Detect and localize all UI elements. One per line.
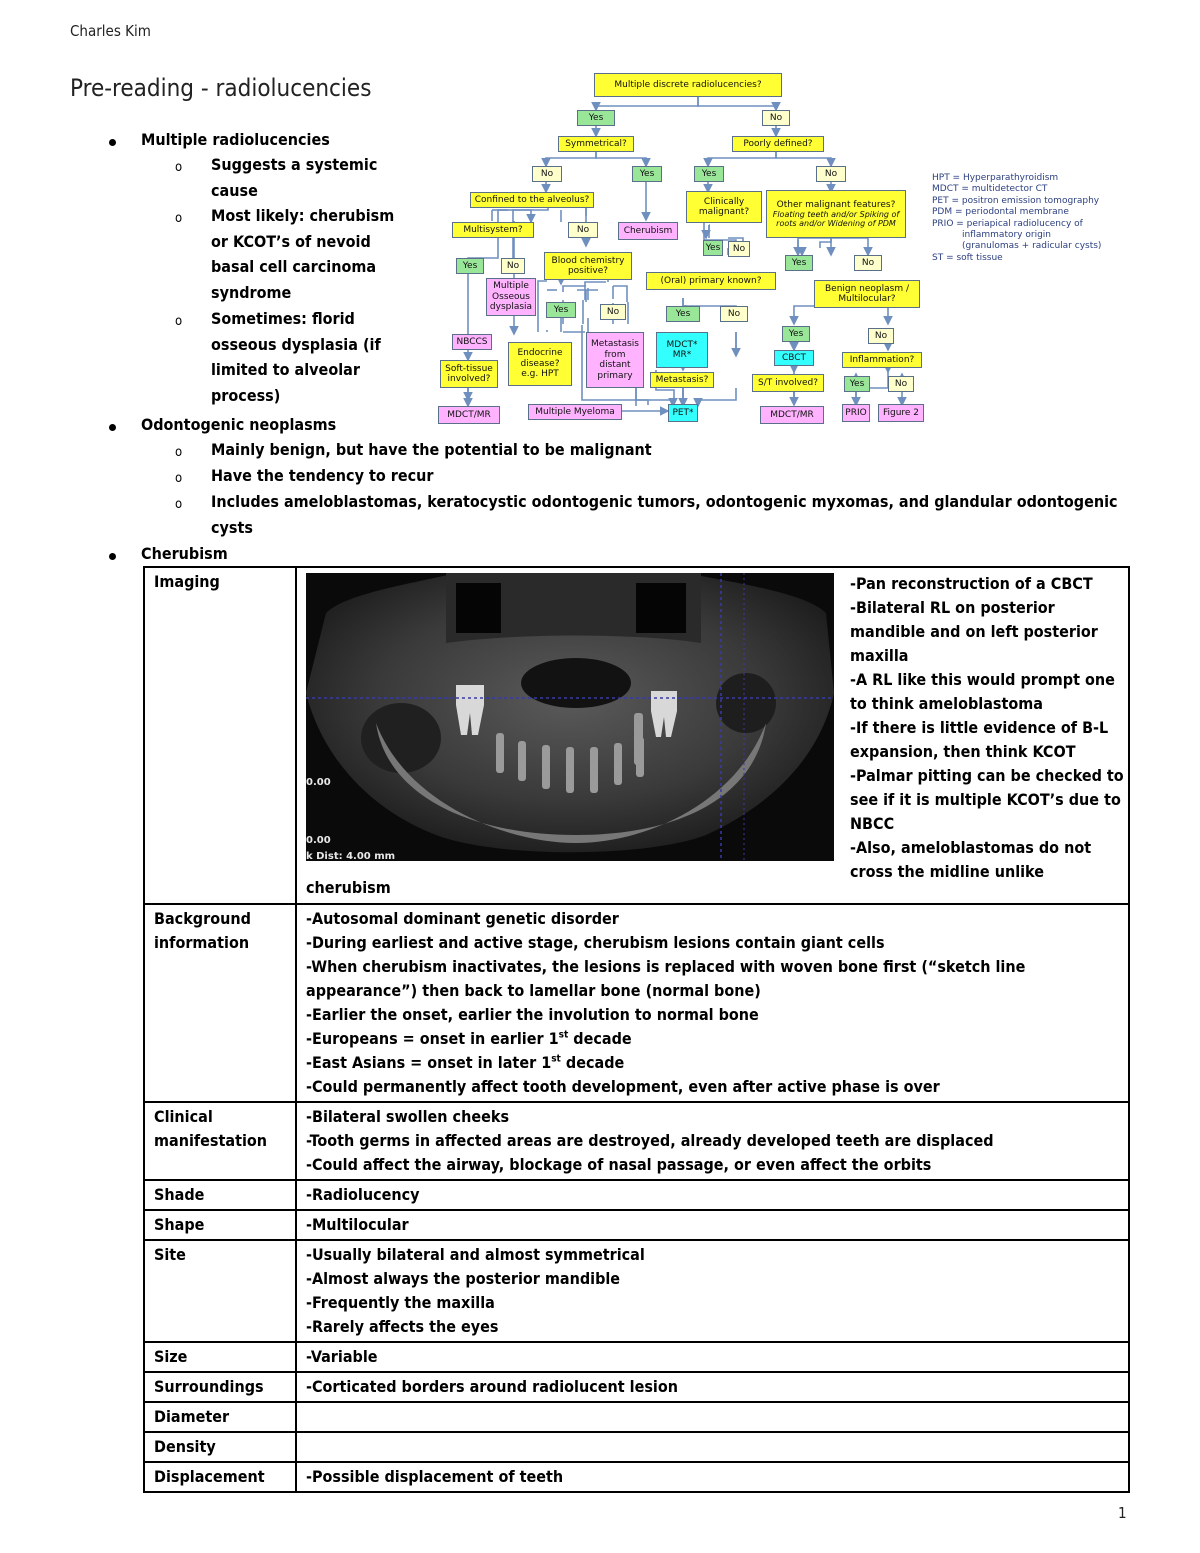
value-text: decade (560, 1053, 625, 1072)
flow-node-root: Multiple discrete radiolucencies? (594, 73, 782, 97)
imaging-cell (296, 567, 1129, 904)
table-row (144, 1402, 1129, 1432)
flow-node-no: No (868, 328, 894, 344)
table-row (144, 1342, 1129, 1372)
xray-label: 0.00 (306, 835, 331, 846)
flow-node-other-malignant (766, 190, 906, 238)
glossary-line: PET = positron emission tomography (932, 195, 1100, 206)
page-number: 1 (1118, 1504, 1127, 1522)
flow-node-benign-neoplasm: Benign neoplasm / Multilocular? (814, 280, 920, 308)
flow-node-poorly-defined: Poorly defined? (732, 136, 824, 152)
row-value: -Multilocular (296, 1210, 1129, 1240)
radiolucency-flowchart (428, 70, 1130, 428)
flow-node-yes: Yes (546, 302, 576, 318)
row-value: -Radiolucency (296, 1180, 1129, 1210)
flow-node-yes: Yes (632, 166, 662, 182)
row-label: Displacement (144, 1462, 296, 1492)
value-line: -Rarely affects the eyes (306, 1317, 499, 1336)
value-text: -East Asians = onset in later 1 (306, 1053, 552, 1072)
line: Suggests a systemic (211, 155, 378, 174)
value-line: -Almost always the posterior mandible (306, 1269, 621, 1288)
value-line: -Usually bilateral and almost symmetrical (306, 1245, 645, 1264)
row-value (296, 1402, 1129, 1432)
row-value (296, 904, 1129, 1102)
flow-node-mdct-mr-star: MDCT* MR* (656, 332, 708, 368)
glossary-line: ST = soft tissue (932, 252, 1003, 263)
flow-node-yes: Yes (456, 258, 484, 274)
note-line: -If there is little evidence of B-L expansion, then think KCOT (850, 718, 1109, 761)
flow-node-blood-chemistry: Blood chemistry positive? (544, 252, 632, 280)
superscript: st (558, 1029, 569, 1041)
flow-node-soft-tissue: Soft-tissue involved? (440, 360, 498, 388)
flow-node-no: No (568, 222, 598, 238)
flow-node-yes: Yes (782, 326, 810, 342)
glossary-line: HPT = Hyperparathyroidism (932, 173, 1059, 183)
line: cause (211, 180, 258, 200)
table-row (144, 1210, 1129, 1240)
flow-node-no: No (816, 166, 846, 182)
value-line: -Could permanently affect tooth development, even after active phase is over (306, 1077, 940, 1096)
xray-distance-label: k Dist: 4.00 mm (306, 851, 396, 861)
table-row (144, 1372, 1129, 1402)
flow-node-oral-primary: (Oral) primary known? (646, 272, 776, 290)
flow-node-metastasis-from: Metastasis from distant primary (586, 332, 644, 388)
note-line: -Bilateral RL on posterior mandible and on left posterior maxilla (850, 598, 1098, 665)
value-line: -Earlier the onset, earlier the involution to normal bone (306, 1005, 759, 1024)
value-line (306, 1027, 1119, 1051)
line: basal cell carcinoma (211, 257, 377, 276)
sub-bullet-item (211, 203, 394, 305)
bullet-marker (109, 553, 116, 560)
bullet-marker (109, 139, 116, 146)
author-name: Charles Kim (70, 22, 151, 40)
flow-node-no: No (600, 304, 626, 320)
sub-bullet-marker: o (175, 445, 183, 460)
row-value: -Variable (296, 1342, 1129, 1372)
note-line: -Palmar pitting can be checked to see if it is multiple KCOT’s due to NBCC (850, 766, 1124, 833)
flow-node-inflammation: Inflammation? (842, 352, 922, 368)
row-value (296, 1102, 1129, 1180)
line: syndrome (211, 282, 292, 302)
flow-node-nbccs: NBCCS (452, 334, 492, 350)
row-value (296, 1432, 1129, 1462)
row-value: -Corticated borders around radiolucent lesion (296, 1372, 1129, 1402)
row-label: Shade (144, 1180, 296, 1210)
imaging-notes (850, 572, 1130, 884)
note-line: -Also, ameloblastomas do not cross the midline unlike (850, 838, 1092, 881)
xray-label: 0.00 (306, 777, 331, 788)
node-title: Other malignant features? (776, 199, 896, 210)
value-line: -Bilateral swollen cheeks (306, 1107, 510, 1126)
flow-node-multisystem: Multisystem? (452, 222, 534, 238)
node-subtitle: Floating teeth and/or Spiking of roots and/or Widening of PDM (772, 210, 900, 229)
sub-bullet-marker: o (175, 314, 183, 329)
value-line: -Frequently the maxilla (306, 1293, 495, 1312)
value-text: -Europeans = onset in earlier 1 (306, 1029, 559, 1048)
table-row (144, 1102, 1129, 1180)
table-row (144, 1432, 1129, 1462)
flow-node-multiple-osseous: Multiple Osseous dysplasia (486, 278, 536, 316)
table-row (144, 1240, 1129, 1342)
row-label: Site (144, 1240, 296, 1342)
table-row (144, 904, 1129, 1102)
sub-bullet-marker: o (175, 471, 183, 486)
bullet-multiple-radiolucencies: Multiple radiolucencies (141, 130, 330, 149)
value-line: -Could affect the airway, blockage of nasal passage, or even affect the orbits (306, 1155, 932, 1174)
row-label-imaging: Imaging (144, 567, 296, 904)
row-value (296, 1240, 1129, 1342)
line: limited to alveolar (211, 360, 360, 379)
sub-bullet-item: Have the tendency to recur (211, 466, 434, 485)
glossary-line: inflammatory origin (962, 230, 1051, 241)
flow-node-cbct: CBCT (774, 350, 814, 366)
flow-node-yes: Yes (694, 166, 724, 182)
flow-node-st-involved: S/T involved? (752, 374, 824, 392)
flow-node-multiple-myeloma: Multiple Myeloma (528, 404, 622, 420)
line: osseous dysplasia (if (211, 334, 381, 354)
page-title: Pre-reading - radiolucencies (70, 74, 372, 102)
glossary-line: MDCT = multidetector CT (932, 184, 1048, 195)
glossary-line: (granulomas + radicular cysts) (962, 241, 1102, 252)
flow-node-metastasis-question: Metastasis? (650, 372, 714, 388)
row-label: Density (144, 1432, 296, 1462)
table-row (144, 1462, 1129, 1492)
sub-bullet-marker: o (175, 160, 183, 175)
flow-node-confined: Confined to the alveolus? (470, 192, 594, 208)
flow-node-yes: Yes (844, 376, 870, 392)
value-line: -Autosomal dominant genetic disorder (306, 909, 619, 928)
line: Most likely: cherubism (211, 206, 395, 225)
flow-node-no: No (762, 110, 790, 126)
row-label: Diameter (144, 1402, 296, 1432)
flowchart-glossary (932, 173, 1132, 264)
sub-bullet-marker: o (175, 211, 183, 226)
line: Includes ameloblastomas, keratocystic odontogenic tumors, odontogenic myxomas, and glandular odontogenic (211, 492, 1118, 511)
flow-node-pet: PET* (668, 404, 698, 422)
flow-node-cherubism: Cherubism (618, 222, 678, 240)
flow-node-no: No (728, 241, 750, 257)
flow-node-mdct-mr: MDCT/MR (438, 406, 500, 424)
value-line: -When cherubism inactivates, the lesions is replaced with woven bone first (“sketch line appearance”) then back to lamellar bone (normal bone) (306, 957, 1026, 1000)
row-label: Size (144, 1342, 296, 1372)
imaging-content (306, 570, 1124, 901)
flow-node-yes: Yes (703, 240, 723, 256)
flow-node-symmetrical: Symmetrical? (558, 136, 634, 152)
flow-node-endocrine: Endocrine disease? e.g. HPT (508, 342, 572, 386)
bullet-marker (109, 424, 116, 431)
row-label: Background information (144, 904, 296, 1102)
bullet-odontogenic-neoplasms: Odontogenic neoplasms (141, 415, 337, 434)
flow-node-clinically-malignant: Clinically malignant? (686, 191, 762, 223)
flow-node-no: No (888, 376, 914, 392)
flow-node-no: No (532, 166, 562, 182)
cherubism-table (143, 566, 1130, 1493)
flow-node-yes: Yes (577, 110, 615, 126)
note-line: -A RL like this would prompt one to think ameloblastoma (850, 670, 1115, 713)
xray-graphic (306, 573, 834, 861)
line: cysts (211, 517, 253, 537)
line: Sometimes: florid (211, 309, 355, 328)
value-line: -During earliest and active stage, cherubism lesions contain giant cells (306, 933, 885, 952)
flow-node-yes: Yes (666, 306, 700, 322)
flow-node-mdct-mr: MDCT/MR (760, 406, 824, 424)
note-line: -Pan reconstruction of a CBCT (850, 574, 1093, 593)
bullet-cherubism: Cherubism (141, 544, 228, 563)
line: process) (211, 385, 281, 405)
superscript: st (551, 1053, 561, 1065)
flow-node-figure-2: Figure 2 (878, 404, 924, 422)
flow-node-no: No (720, 306, 748, 322)
line: or KCOT’s of nevoid (211, 231, 371, 251)
flow-node-no: No (501, 258, 525, 274)
imaging-tail-text: cherubism (306, 878, 391, 897)
table-row (144, 1180, 1129, 1210)
flow-node-no: No (854, 255, 882, 271)
value-line: -Tooth germs in affected areas are destroyed, already developed teeth are displaced (306, 1131, 994, 1150)
row-label: Shape (144, 1210, 296, 1240)
row-label: Surroundings (144, 1372, 296, 1402)
value-line (306, 1051, 1119, 1075)
row-value: -Possible displacement of teeth (296, 1462, 1129, 1492)
glossary-line: PRIO = periapical radiolucency of (932, 218, 1083, 229)
row-label: Clinical manifestation (144, 1102, 296, 1180)
sub-bullet-marker: o (175, 497, 183, 512)
sub-bullet-item (211, 152, 377, 203)
table-row (144, 567, 1129, 904)
glossary-line: PDM = periodontal membrane (932, 207, 1069, 218)
flow-node-prio: PRIO (842, 404, 870, 422)
sub-bullet-item (211, 306, 381, 408)
sub-bullet-item: Mainly benign, but have the potential to be malignant (211, 440, 652, 459)
sub-bullet-item (211, 489, 1121, 540)
panoramic-xray-image (306, 573, 834, 861)
flow-node-yes: Yes (785, 255, 813, 271)
value-text: decade (568, 1029, 632, 1048)
